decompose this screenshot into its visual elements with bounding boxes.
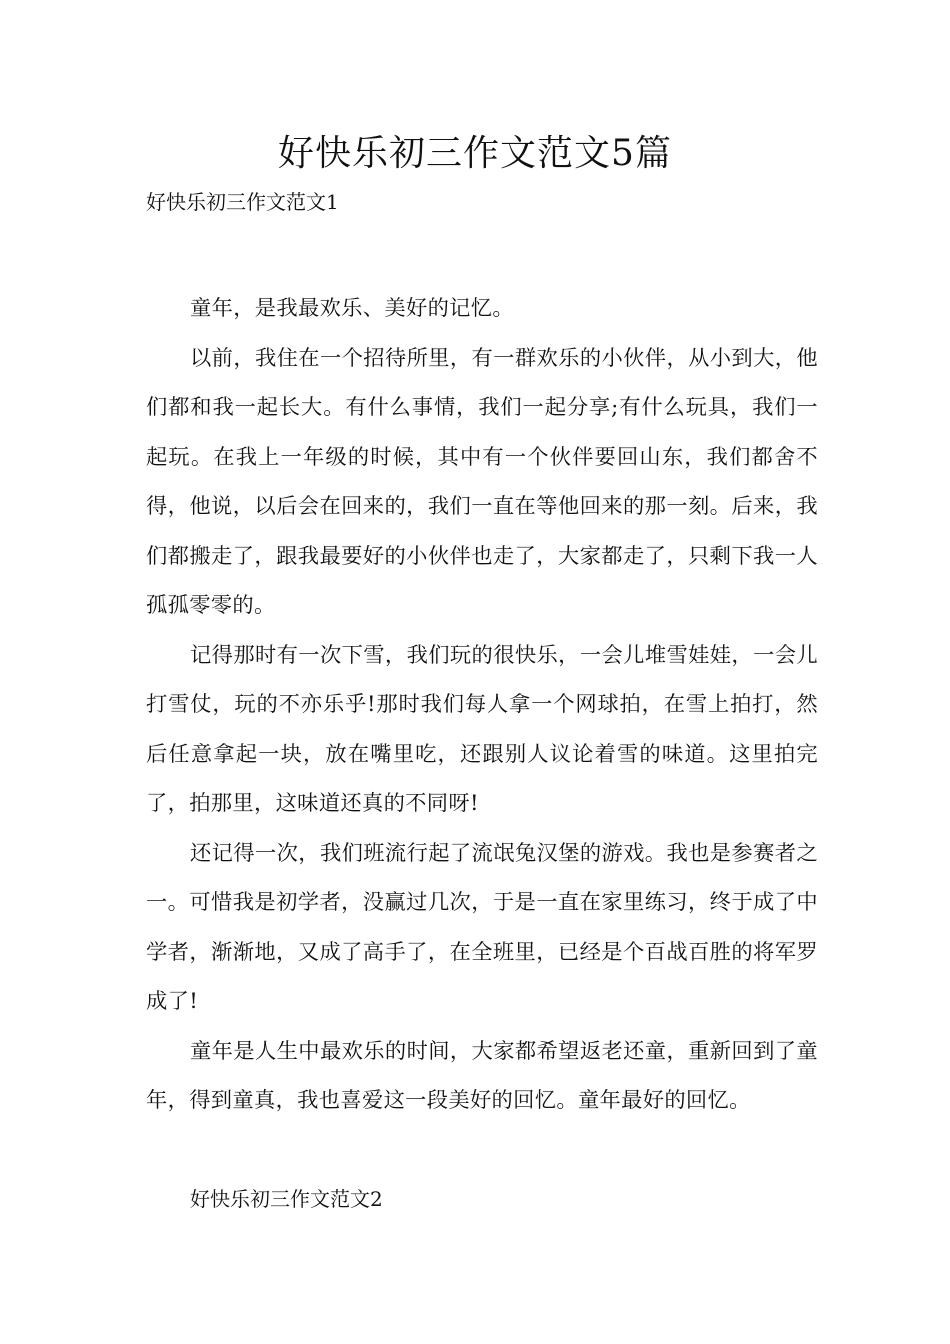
section-heading-2: 好快乐初三作文范文2 — [190, 1187, 383, 1211]
section-heading-1: 好快乐初三作文范文1 — [146, 190, 339, 214]
paragraph: 还记得一次，我们班流行起了流氓兔汉堡的游戏。我也是参赛者之一。可惜我是初学者，没赢过几次，于是一直在家里练习，终于成了中学者，渐渐地，又成了高手了，在全班里，已经是个百战百胜的将军罗成了! — [146, 840, 818, 1014]
section-1-body — [146, 284, 818, 1126]
paragraph: 记得那时有一次下雪，我们玩的很快乐，一会儿堆雪娃娃，一会儿打雪仗，玩的不亦乐乎!那时我们每人拿一个网球拍，在雪上拍打，然后任意拿起一块，放在嘴里吃，还跟别人议论着雪的味道。这里拍完了，拍那里，这味道还真的不同呀! — [146, 642, 818, 816]
document-title: 好快乐初三作文范文5篇 — [278, 133, 672, 174]
paragraph: 童年，是我最欢乐、美好的记忆。 — [190, 296, 514, 321]
paragraph: 以前，我住在一个招待所里，有一群欢乐的小伙伴，从小到大，他们都和我一起长大。有什么事情，我们一起分享;有什么玩具，我们一起玩。在我上一年级的时候，其中有一个伙伴要回山东，我们都舍不得，他说，以后会在回来的，我们一直在等他回来的那一刻。后来，我们都搬走了，跟我最要好的小伙伴也走了，大家都走了，只剩下我一人孤孤零零的。 — [146, 345, 818, 618]
paragraph: 童年是人生中最欢乐的时间，大家都希望返老还童，重新回到了童年，得到童真，我也喜爱这一段美好的回忆。童年最好的回忆。 — [146, 1038, 818, 1113]
